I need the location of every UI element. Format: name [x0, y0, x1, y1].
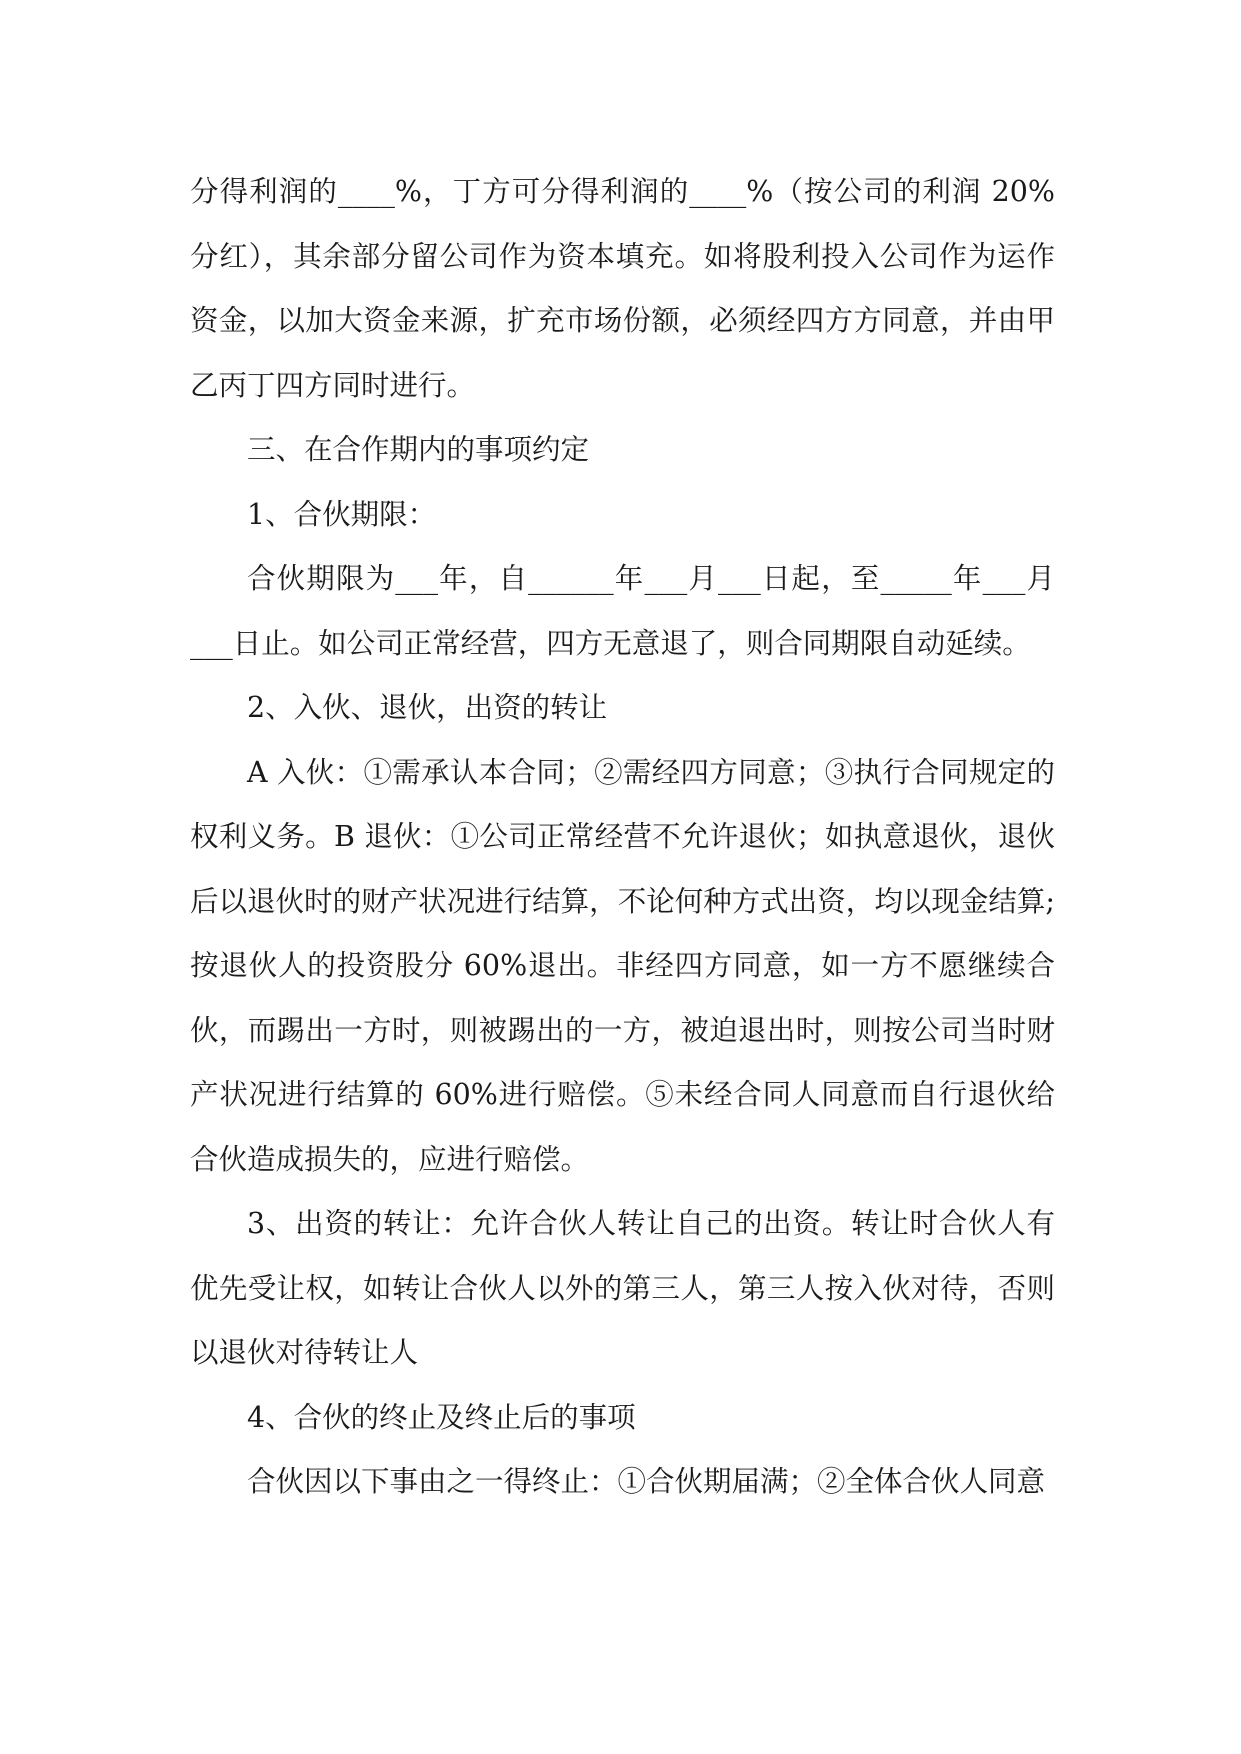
paragraph-capital-transfer: 3、出资的转让：允许合伙人转让自己的出资。转让时合伙人有优先受让权，如转让合伙人以外的第三人，第三人按入伙对待，否则以退伙对待转让人: [190, 1207, 1055, 1369]
heading-section-three: 三、在合作期内的事项约定: [247, 433, 590, 466]
heading-partnership-term: 1、合伙期限：: [247, 497, 437, 531]
paragraph-profit-distribution: 分得利润的____%，丁方可分得利润的____%（按公司的利润 20%分红），其余部分留公司作为资本填充。如将股利投入公司作为运作资金，以加大资金来源，扩充市场份额，必须经四方方同意，并由甲乙丙丁四方同时进行。: [190, 175, 1055, 402]
document-body: [190, 160, 1055, 1515]
paragraph-termination: 合伙因以下事由之一得终止：①合伙期届满；②全体合伙人同意: [247, 1465, 1046, 1498]
heading-termination: 4、合伙的终止及终止后的事项: [247, 1400, 636, 1434]
paragraph-partnership-term: 合伙期限为___年，自______年___月___日起，至_____年___月___日止。如公司正常经营，四方无意退了，则合同期限自动延续。: [190, 562, 1055, 660]
heading-join-withdraw: 2、入伙、退伙，出资的转让: [247, 691, 608, 724]
paragraph-join-withdraw: A 入伙：①需承认本合同；②需经四方同意；③执行合同规定的权利义务。B 退伙：①公司正常经营不允许退伙；如执意退伙，退伙后以退伙时的财产状况进行结算，不论何种方式出资，均以现金结算;按退伙人的投资股分 60%退出。非经四方同意，如一方不愿继续合伙，而踢出一方时，则被踢出的一方，被迫退出时，则按公司当时财产状况进行结算的 60%进行赔偿。⑤未经合同人同意而自行退伙给合伙造成损失的，应进行赔偿。: [190, 755, 1055, 1176]
